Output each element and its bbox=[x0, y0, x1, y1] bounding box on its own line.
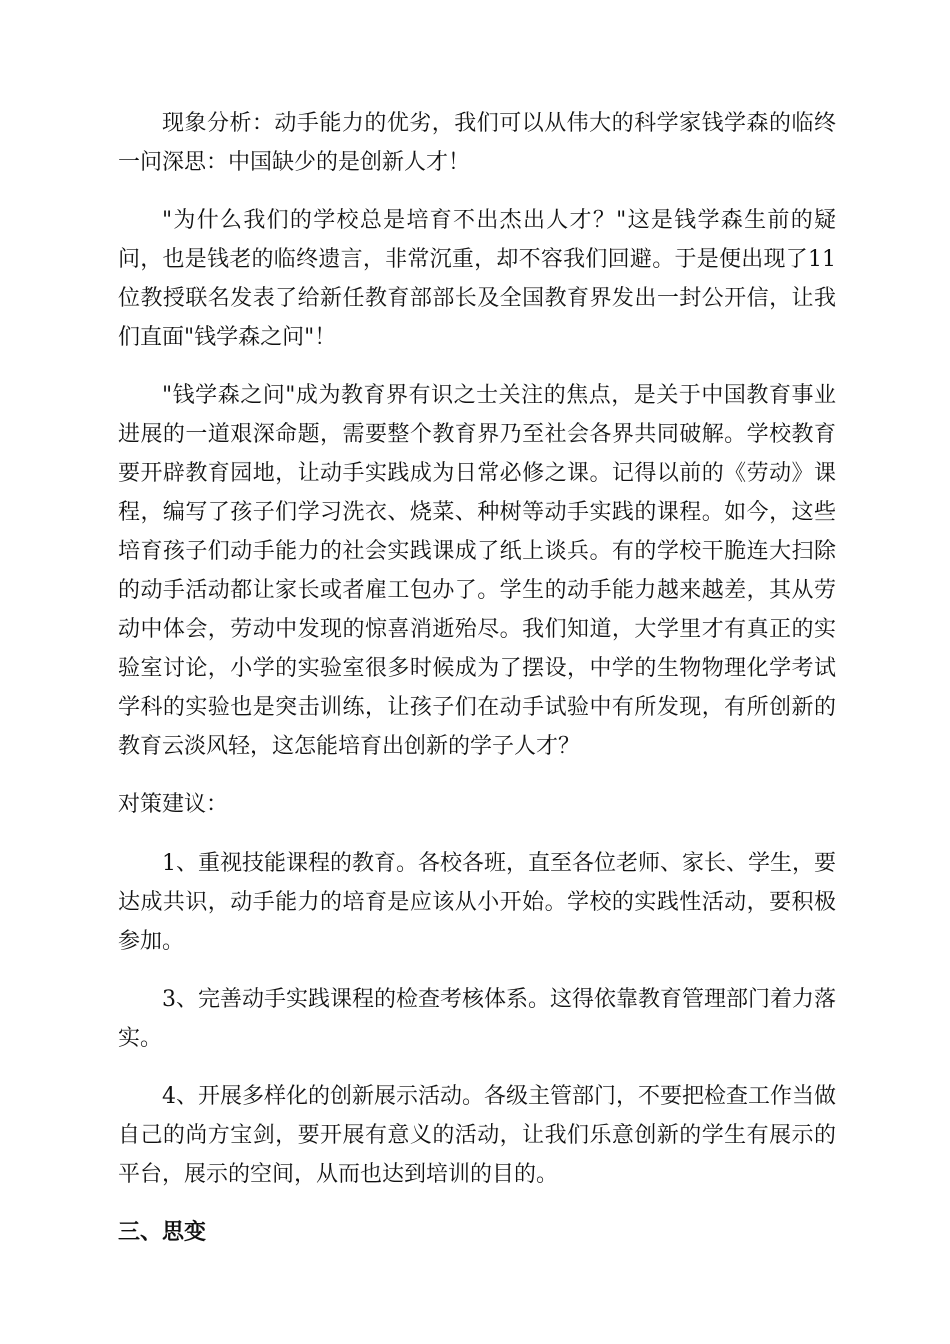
paragraph-countermeasures-label: 对策建议： bbox=[118, 792, 229, 817]
paragraph-suggestion-3: 3、完善动手实践课程的检查考核体系。这得依靠教育管理部门着力落实。 bbox=[118, 987, 836, 1051]
paragraph-suggestion-1: 1、重视技能课程的教育。各校各班，直至各位老师、家长、学生，要达成共识，动手能力的培育是应该从小开始。学校的实践性活动，要积极参加。 bbox=[118, 851, 836, 954]
section-heading: 三、思变 bbox=[118, 1220, 207, 1245]
paragraph-suggestion-4: 4、开展多样化的创新展示活动。各级主管部门，不要把检查工作当做自己的尚方宝剑，要开展有意义的活动，让我们乐意创新的学生有展示的平台，展示的空间，从而也达到培训的目的。 bbox=[118, 1084, 836, 1187]
document-page bbox=[118, 104, 836, 1252]
paragraph-phenomenon-analysis: 现象分析：动手能力的优劣，我们可以从伟大的科学家钱学森的临终一问深思：中国缺少的是创新人才！ bbox=[118, 111, 836, 175]
paragraph-qian-question: "为什么我们的学校总是培育不出杰出人才？"这是钱学森生前的疑问，也是钱老的临终遗言，非常沉重，却不容我们回避。于是便出现了11位教授联名发表了给新任教育部部长及全国教育界发出一封公开信，让我们直面"钱学森之问"！ bbox=[118, 208, 836, 350]
paragraph-education-discussion: "钱学森之问"成为教育界有识之士关注的焦点，是关于中国教育事业进展的一道艰深命题，需要整个教育界乃至社会各界共同破解。学校教育要开辟教育园地，让动手实践成为日常必修之课。记得以前的《劳动》课程，编写了孩子们学习洗衣、烧菜、种树等动手实践的课程。如今，这些培育孩子们动手能力的社会实践课成了纸上谈兵。有的学校干脆连大扫除的动手活动都让家长或者雇工包办了。学生的动手能力越来越差，其从劳动中体会，劳动中发现的惊喜消逝殆尽。我们知道，大学里才有真正的实验室讨论，小学的实验室很多时候成为了摆设，中学的生物物理化学考试学科的实验也是突击训练，让孩子们在动手试验中有所发现，有所创新的教育云淡风轻，这怎能培育出创新的学子人才？ bbox=[118, 383, 836, 759]
